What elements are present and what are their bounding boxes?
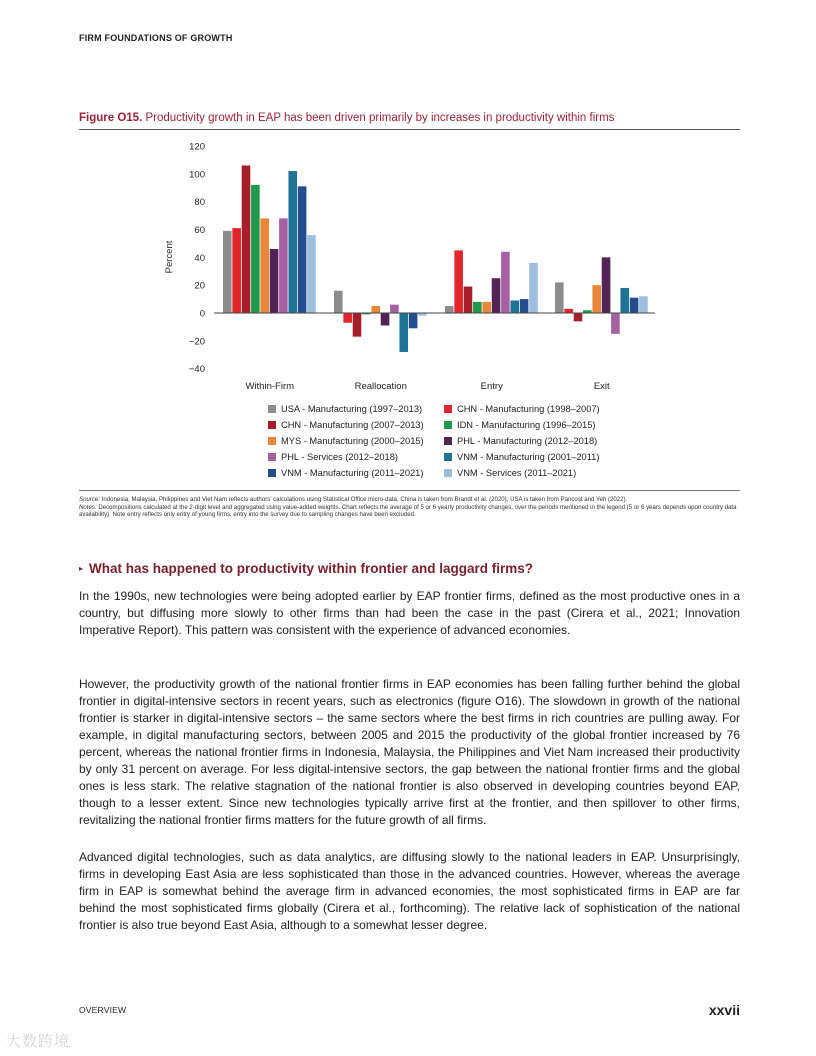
legend-swatch-icon	[268, 405, 276, 413]
bar	[260, 218, 269, 313]
bar	[381, 313, 390, 326]
legend-item	[444, 402, 628, 415]
bar	[251, 185, 260, 313]
legend-item	[444, 434, 628, 447]
bar	[353, 313, 362, 337]
bar	[520, 299, 529, 313]
legend-swatch-icon	[444, 469, 452, 477]
notes-note: Notes: Decompositions calculated at the 2-digit level and aggregated using value-added weights. Chart reflects the average of 5 or 6 yearly productivity changes, over the periods mentioned in the legend (5 or 6 years depends upon country data availability). Note entry reflects only entry of young firms, entry into the survey due to sampling changes have been excluded.	[79, 503, 737, 519]
y-tick-label: 20	[194, 280, 205, 292]
bar	[555, 282, 564, 313]
section-heading	[79, 561, 533, 576]
x-category-label: Reallocation	[354, 381, 407, 392]
legend-swatch-icon	[444, 453, 452, 461]
y-axis-label: Percent	[164, 240, 175, 274]
bar	[592, 285, 601, 313]
bar	[390, 305, 399, 313]
y-tick-label: 80	[194, 197, 205, 209]
legend-item	[268, 466, 444, 479]
bar	[630, 298, 639, 313]
legend-label: USA - Manufacturing (1997–2013)	[281, 403, 423, 414]
bar	[223, 231, 232, 313]
x-category-label: Entry	[480, 381, 503, 392]
legend-swatch-icon	[444, 405, 452, 413]
legend-swatch-icon	[268, 469, 276, 477]
legend-label: CHN - Manufacturing (1998–2007)	[457, 403, 600, 414]
bar	[492, 278, 501, 313]
page-number: xxvii	[708, 1002, 740, 1018]
bar	[454, 250, 463, 313]
legend-item	[268, 418, 444, 431]
notes-divider	[79, 490, 740, 491]
chart-legend	[268, 402, 628, 479]
y-tick-label: −20	[188, 336, 205, 348]
bar	[482, 302, 491, 313]
bar	[371, 306, 380, 313]
bar	[501, 252, 510, 313]
bar	[334, 291, 343, 313]
watermark: 大数跨境	[6, 1033, 71, 1050]
legend-label: VNM - Manufacturing (2011–2021)	[281, 467, 424, 478]
legend-swatch-icon	[268, 437, 276, 445]
running-head: FIRM FOUNDATIONS OF GROWTH	[79, 33, 233, 43]
caret-icon: ▸	[79, 564, 84, 573]
bar	[307, 235, 316, 313]
legend-item	[444, 466, 628, 479]
source-note: Source: Indonesia, Malaysia, Philippines and Viet Nam reflects authors’ calculations using Statistical Office micro-data, China is taken from Brandt et al. (2020), USA is taken from Pancost and Yeh (2022).	[79, 496, 628, 503]
legend-item	[444, 418, 628, 431]
legend-label: VNM - Services (2011–2021)	[457, 467, 577, 478]
bar	[639, 296, 648, 313]
legend-swatch-icon	[444, 437, 452, 445]
legend-item	[444, 450, 628, 463]
bar	[620, 288, 629, 313]
bar	[343, 313, 352, 323]
legend-label: IDN - Manufacturing (1996–2015)	[457, 419, 596, 430]
bar	[409, 313, 418, 328]
bar	[298, 186, 307, 313]
bar	[232, 228, 241, 313]
x-category-label: Within-Firm	[245, 381, 295, 392]
legend-label: VNM - Manufacturing (2001–2011)	[457, 451, 600, 462]
y-tick-label: 100	[189, 169, 205, 181]
legend-swatch-icon	[268, 421, 276, 429]
bar	[279, 218, 288, 313]
bar	[564, 309, 573, 313]
figure-notes	[79, 496, 744, 519]
legend-label: MYS - Manufacturing (2000–2015)	[281, 435, 424, 446]
bar	[288, 171, 297, 313]
legend-item	[268, 434, 444, 447]
bar	[611, 313, 620, 334]
paragraph-2: However, the productivity growth of the national frontier firms in EAP economies has been falling further behind the global frontier in digital-intensive sectors in recent years, such as electronics (figure O16). The slowdown in growth of the national frontier is starker in digital-intensive sectors – the same sectors where the best firms in rich countries are pulling away. For example, in digital manufacturing sectors, between 2005 and 2015 the productivity of the global frontier increased by 76 percent, whereas the national frontier firms in Indonesia, Malaysia, the Philippines and Viet Nam increased their productivity by only 31 percent on average. For less digital-intensive sectors, the gap between the national frontier firms and the global ones is less stark. The relative stagnation of the national frontier is also observed in developing countries beyond EAP, though to a lesser extent. Since new technologies typically arrive first at the frontier, and then spillover to other firms, revitalizing the national frontier firms matters for the future growth of all firms.	[79, 677, 740, 827]
y-tick-label: 40	[194, 252, 205, 264]
y-tick-label: 0	[199, 308, 205, 320]
paragraph-3: Advanced digital technologies, such as data analytics, are diffusing slowly to the national leaders in EAP. Unsurprisingly, firms in developing East Asia are less sophisticated than those in the advanced countries. However, whereas the average firm in EAP is somewhat behind the average firm in advanced economies, the most sophisticated firms in EAP are far behind the most sophisticated firms globally (Cirera et al., forthcoming). The relative lack of sophistication of the national frontier is also true beyond East Asia, although to a somewhat lesser degree.	[79, 850, 740, 932]
legend-item	[268, 402, 444, 415]
bar	[473, 302, 482, 313]
legend-item	[268, 450, 444, 463]
bar	[270, 249, 279, 313]
footer-section-label: OVERVIEW	[79, 1005, 127, 1015]
bar	[602, 257, 611, 313]
section-heading-text: What has happened to productivity within frontier and laggard firms?	[89, 561, 534, 576]
bar	[445, 306, 454, 313]
figure-title-text: Productivity growth in EAP has been driven primarily by increases in productivity within firms	[145, 112, 615, 124]
bar	[574, 313, 583, 321]
bar	[399, 313, 408, 352]
y-tick-label: −40	[188, 364, 205, 376]
bar-chart	[0, 0, 816, 400]
paragraph-1: In the 1990s, new technologies were being adopted earlier by EAP frontier firms, defined as the most productive ones in a country, but diffusing more slowly to other firms than had been the case in the past (Cirera et al., 2021; Innovation Imperative Report). This pattern was consistent with the experience of advanced economies.	[79, 589, 740, 637]
legend-label: PHL - Services (2012–2018)	[281, 451, 398, 462]
y-tick-label: 60	[194, 225, 205, 236]
x-category-label: Exit	[593, 381, 610, 392]
legend-swatch-icon	[444, 421, 452, 429]
legend-label: CHN - Manufacturing (2007–2013)	[281, 419, 424, 430]
figure-number: Figure O15.	[79, 112, 143, 124]
y-tick-label: 120	[189, 141, 205, 153]
bar	[510, 300, 519, 313]
bar	[529, 263, 538, 313]
bar	[242, 165, 251, 313]
bar	[464, 287, 473, 313]
legend-label: PHL - Manufacturing (2012–2018)	[457, 435, 598, 446]
legend-swatch-icon	[268, 453, 276, 461]
